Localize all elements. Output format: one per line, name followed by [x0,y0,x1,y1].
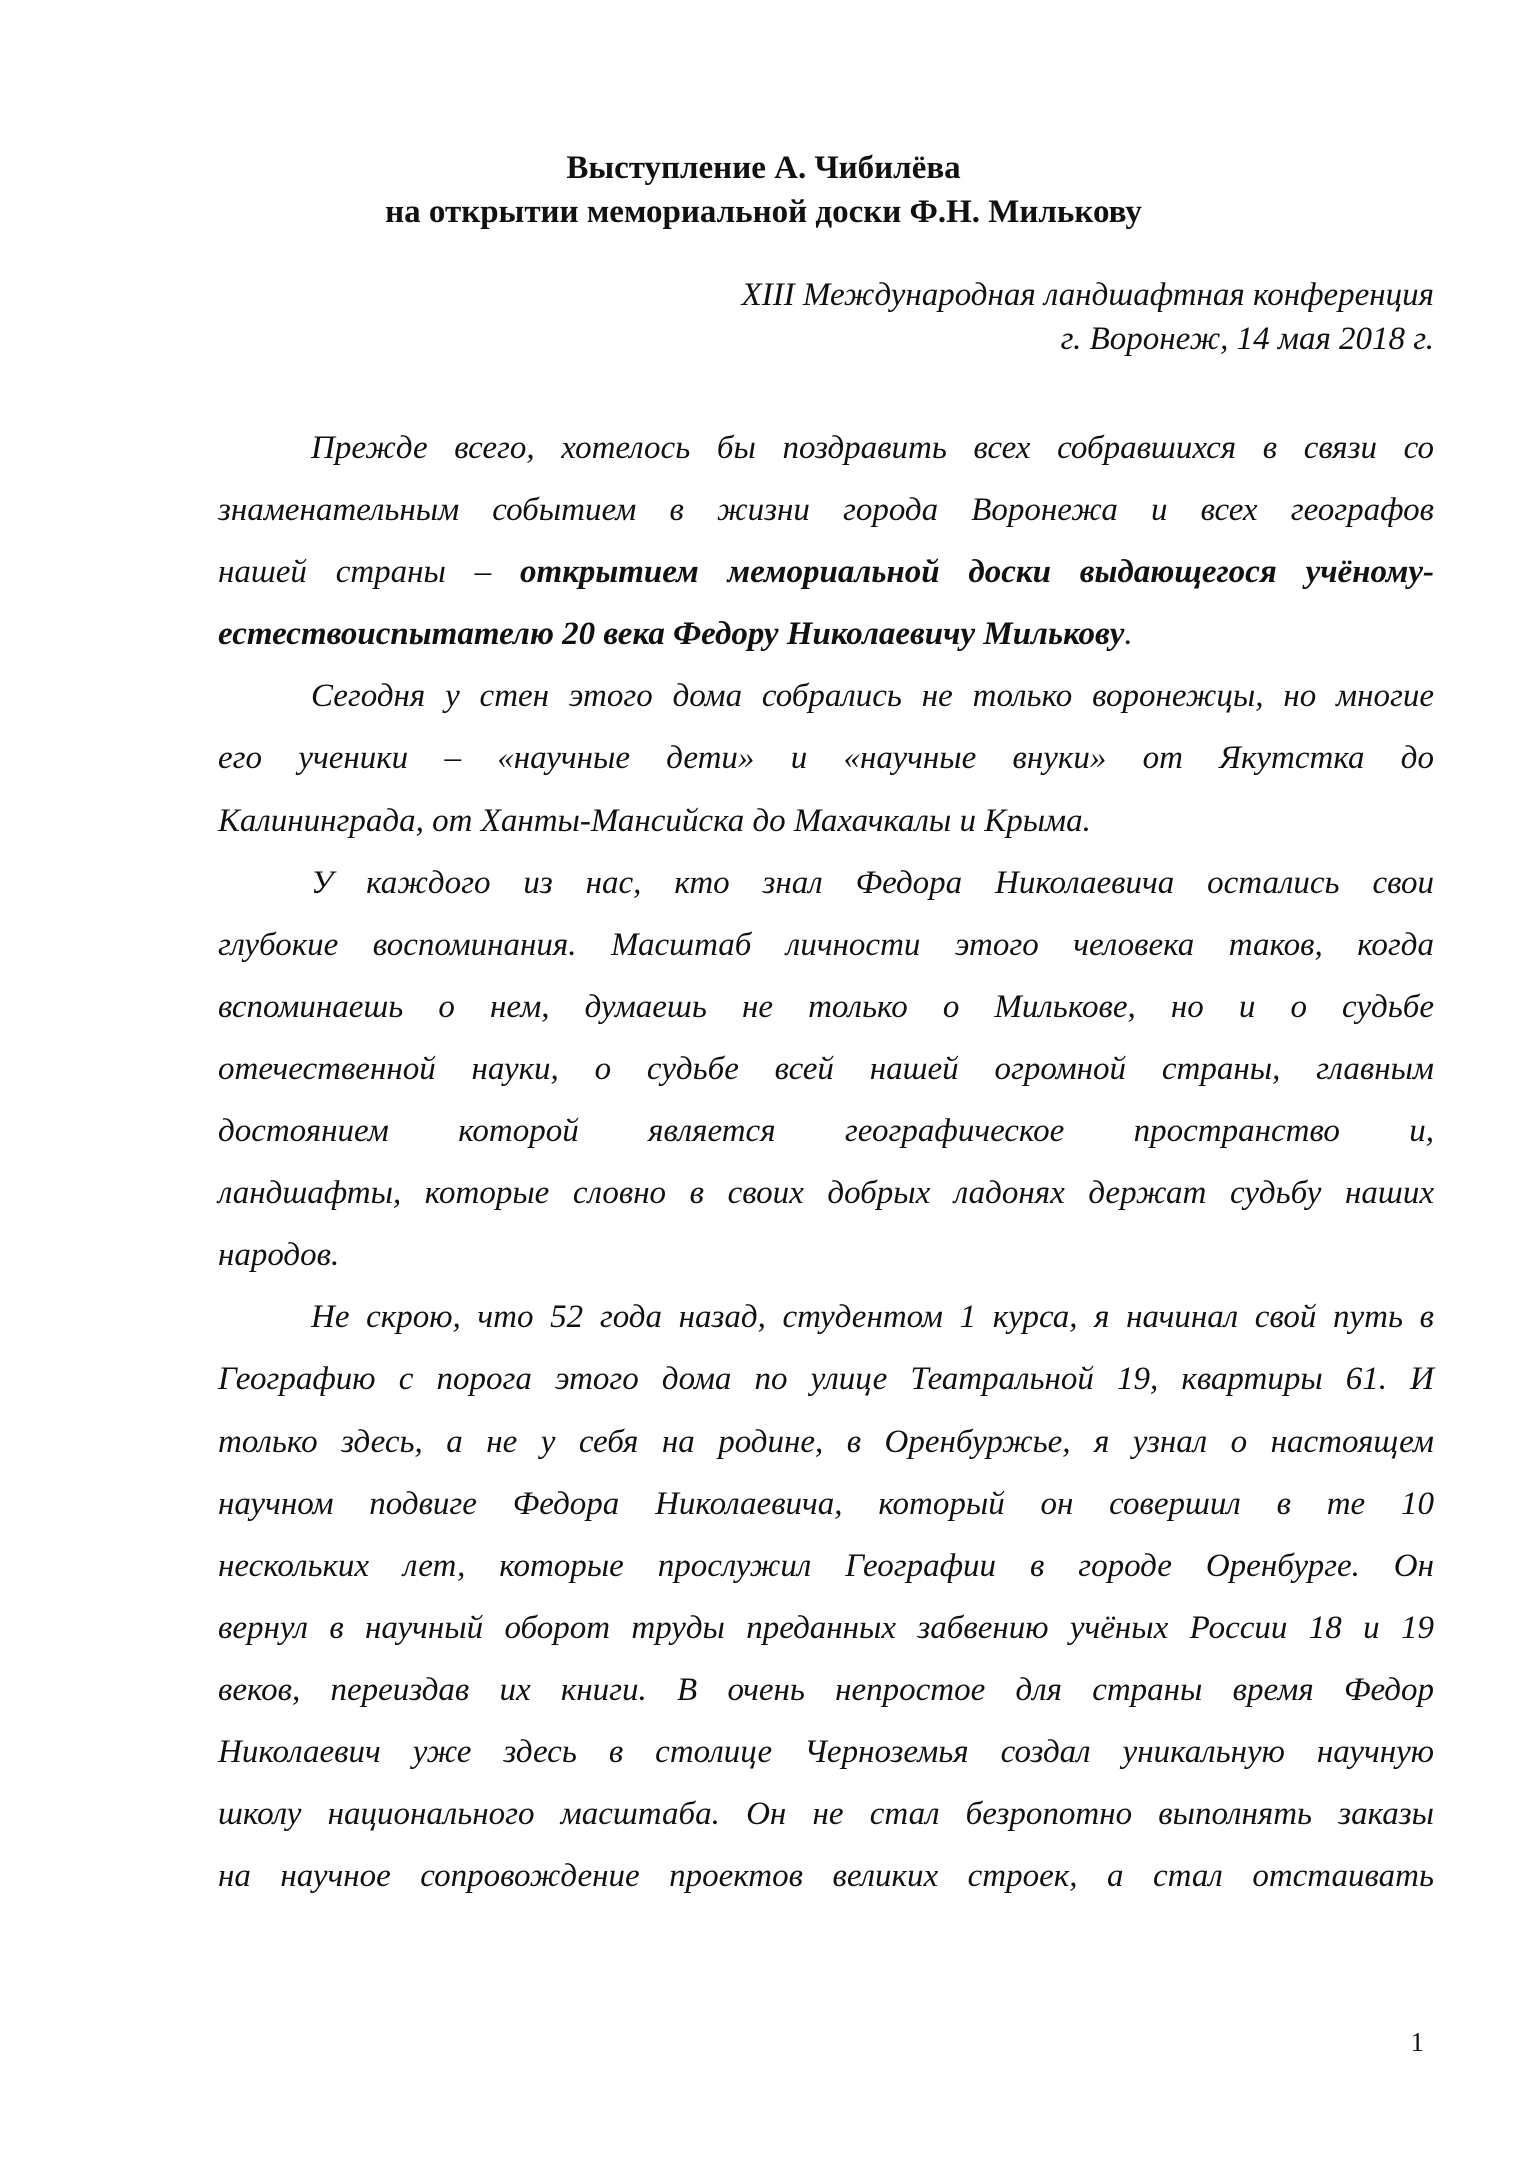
text-line: Прежде всего, хотелось бы поздравить всех собравшихся в связи со [311,430,1434,466]
text-line: Николаевич уже здесь в столице Черноземья создал уникальную научную [218,1733,1434,1770]
conference-place-date: г. Воронеж, 14 мая 2018 г. [1060,321,1434,357]
text-line: только здесь, а не у себя на родине, в Оренбуржье, я узнал о настоящем [218,1423,1434,1460]
text-fragment: . [1124,616,1133,653]
text-line: его ученики – «научные дети» и «научные внуки» от Якутстка до [218,740,1434,777]
text-line: знаменательным событием в жизни города Воронежа и всех географов [218,492,1434,529]
text-line: У каждого из нас, кто знал Федора Николаевича остались свои [311,864,1434,901]
conference-info [742,273,1434,361]
bold-fragment: естествоиспытателю 20 века Федору Николаевичу Милькову [218,616,1125,653]
text-line [218,541,1434,603]
text-line: научном подвиге Федора Николаевича, который он совершил в те 10 [218,1485,1434,1522]
text-line: веков, переиздав их книги. В очень непростое для страны время Федор [218,1671,1434,1708]
text-line [218,603,1434,665]
text-line: глубокие воспоминания. Масштаб личности этого человека таков, когда [218,926,1434,963]
text-line: Географию с порога этого дома по улице Театральной 19, квартиры 61. И [218,1361,1434,1398]
text-line: народов. [218,1237,340,1274]
text-line: на научное сопровождение проектов великих строек, а стал отстаивать [218,1858,1434,1895]
page-number: 1 [1410,2027,1424,2057]
speech-body [218,417,1434,1907]
bold-fragment: открытием мемориальной доски выдающегося учёному- [519,554,1434,591]
text-line: отечественной науки, о судьбе всей нашей огромной страны, главным [218,1050,1434,1087]
text-line: Сегодня у стен этого дома собрались не только воронежцы, но многие [311,678,1434,715]
text-line: нескольких лет, которые прослужил Географии в городе Оренбурге. Он [218,1547,1434,1584]
text-line: школу национального масштаба. Он не стал безропотно выполнять заказы [218,1796,1434,1833]
text-line: ландшафты, которые словно в своих добрых ладонях держат судьбу наших [218,1175,1434,1212]
document-title [0,146,1527,234]
text-line: вспоминаешь о нем, думаешь не только о Милькове, но и о судьбе [218,988,1434,1025]
text-fragment: нашей страны – [218,554,520,591]
text-line: вернул в научный оборот труды преданных забвению учёных России 18 и 19 [218,1609,1434,1646]
text-line: Калининграда, от Ханты-Мансийска до Махачкалы и Крыма. [218,802,1091,839]
text-line: Не скрою, что 52 года назад, студентом 1 курса, я начинал свой путь в [311,1299,1434,1336]
title-line-1: Выступление А. Чибилёва [566,150,961,186]
text-line: достоянием которой является географическое пространство и, [218,1113,1434,1150]
title-line-2: на открытии мемориальной доски Ф.Н. Милькову [385,194,1142,230]
conference-name: XIII Международная ландшафтная конференция [741,277,1434,313]
